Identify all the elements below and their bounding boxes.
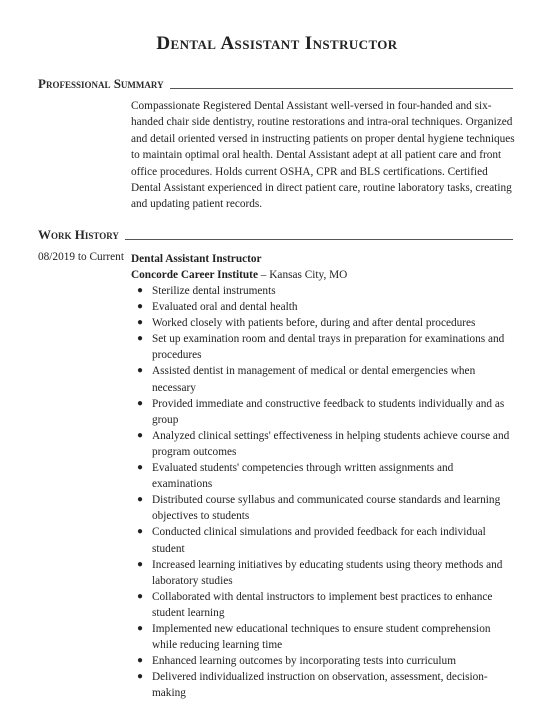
job-location: – Kansas City, MO [257,269,348,281]
bullet-icon: ● [137,622,144,634]
resume-name-heading: Dental Assistant Instructor [156,33,398,54]
duty-item: ● Conducted clinical simulations and provided feedback for each individual student [137,526,486,555]
bullet-icon: ● [137,655,144,667]
section-divider [125,239,513,240]
duty-item: ● Provided immediate and constructive feedback to students individually and as group [137,397,505,426]
bullet-icon: ● [137,558,144,570]
job-dates: 08/2019 to Current [38,251,124,263]
job-title: Dental Assistant Instructor [131,253,262,265]
section-title-work: Work History [38,227,119,242]
bullet-icon: ● [137,590,144,602]
duty-item: ● Evaluated students' competencies through written assignments and examinations [137,462,454,491]
bullet-icon: ● [137,526,144,538]
bullet-icon: ● [137,462,144,474]
duty-item: ● Evaluated oral and dental health [131,299,516,315]
section-divider [170,88,513,89]
bullet-icon: ● [137,429,144,441]
bullet-icon: ● [137,397,144,409]
job-duties-list [131,283,516,701]
professional-summary-header [38,76,513,92]
work-history-header [38,227,513,243]
duty-item: ● Enhanced learning outcomes by incorporating tests into curriculum [131,653,516,669]
duty-item: ● Delivered individualized instruction on observation, assessment, decision-making [137,671,488,700]
section-title-summary: Professional Summary [38,76,164,91]
job-employer [131,267,516,283]
duty-item: ● Implemented new educational techniques to ensure student comprehension while reducing learning time [137,622,491,652]
bullet-icon: ● [137,285,144,296]
duty-item: ● Sterilize dental instruments [131,283,516,299]
duty-item: ● Assisted dentist in management of medical or dental emergencies when necessary [137,365,476,394]
bullet-icon: ● [137,365,144,377]
duty-item: ● Collaborated with dental instructors to implement best practices to enhance student learning [137,590,493,619]
duty-item: ● Worked closely with patients before, during and after dental procedures [131,315,516,331]
bullet-icon: ● [137,333,144,345]
duty-item: ● Analyzed clinical settings' effectiveness in helping students achieve course and program outcomes [137,429,510,458]
duty-item: ● Distributed course syllabus and communicated course standards and learning objectives to students [137,494,501,523]
bullet-icon: ● [137,671,144,683]
duty-item: ● Increased learning initiatives by educating students using theory methods and laboratory studies [137,558,503,587]
bullet-icon: ● [137,494,144,506]
duty-item: ● Set up examination room and dental trays in preparation for examinations and procedures [137,333,505,362]
job-company: Concorde Career Institute [131,269,258,281]
bullet-icon: ● [137,301,144,313]
summary-paragraph: Compassionate Registered Dental Assistant well-versed in four-handed and six-handed chair side dentistry, routine restorations and intra-oral techniques. Organized and detail oriented versed in instructing patients on proper dental hygiene techniques to maintain optimal oral health. Dental Assistant adept at all patient care and front office procedures. Holds current OSHA, CPR and BLS certifications. Certified Dental Assistant experienced in direct patient care, routine laboratory tasks, creating and updating patient records. [131,100,515,211]
bullet-icon: ● [137,317,144,329]
job-entry [131,251,516,701]
